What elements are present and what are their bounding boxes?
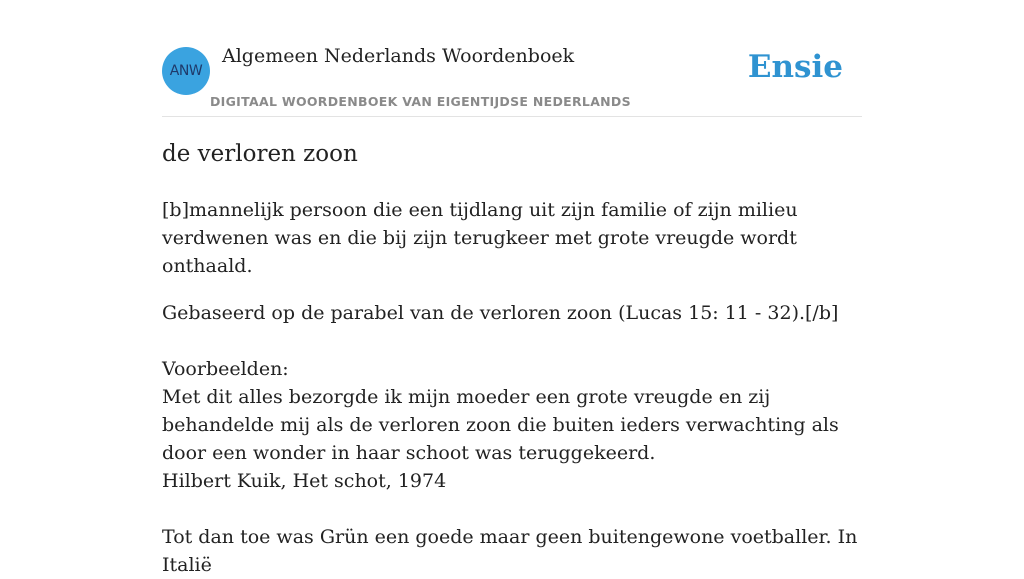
site-subtitle: DIGITAAL WOORDENBOEK VAN EIGENTIJDSE NEDERLANDS	[210, 94, 631, 109]
example-source: Hilbert Kuik, Het schot, 1974	[162, 470, 447, 492]
spacer	[162, 495, 862, 523]
site-header	[162, 0, 862, 117]
entry-term: de verloren zoon	[162, 141, 358, 167]
example-quote: Met dit alles bezorgde ik mijn moeder een grote vreugde en zij behandelde mij als de verloren zoon die buiten ieders verwachting als door een wonder in haar schoot was teruggekeerd.	[162, 386, 839, 464]
example-quote: Tot dan toe was Grün een goede maar geen buitengewone voetballer. In Italië	[162, 526, 858, 576]
entry-definition: [b]mannelijk persoon die een tijdlang uit zijn familie of zijn milieu verdwenen was en die bij zijn terugkeer met grote vreugde wordt onthaald.	[162, 199, 798, 277]
examples-label: Voorbeelden:	[162, 358, 289, 380]
ensie-brand-logo[interactable]: Ensie	[747, 49, 843, 85]
site-title[interactable]: Algemeen Nederlands Woordenboek	[222, 45, 575, 67]
entry-basis: Gebaseerd op de parabel van de verloren zoon (Lucas 15: 11 - 32).[/b]	[162, 302, 839, 324]
examples-section	[162, 355, 862, 579]
entry-content	[162, 136, 862, 579]
anw-logo[interactable]: ANW	[162, 47, 210, 95]
